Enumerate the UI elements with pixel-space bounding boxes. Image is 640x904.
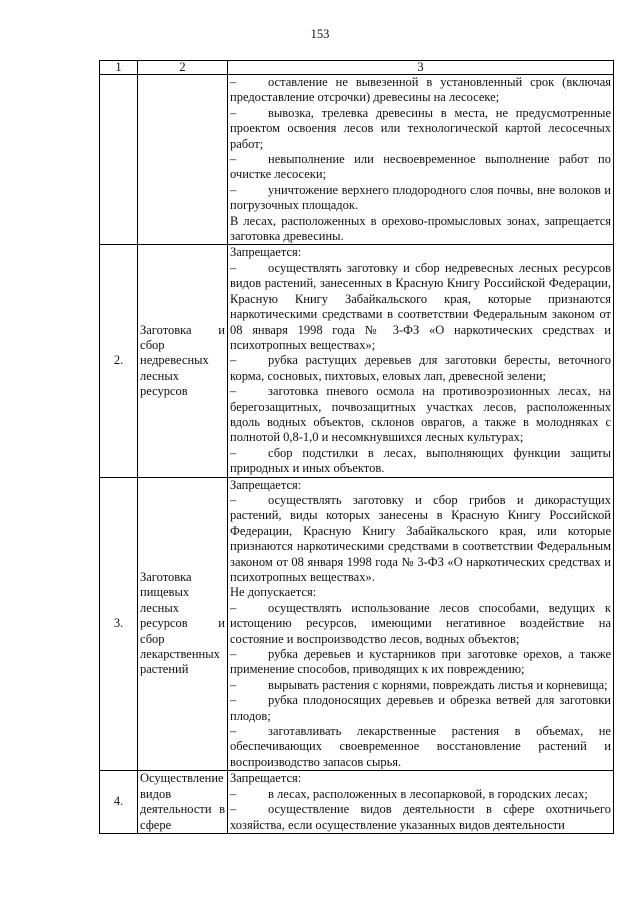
table-header-row: [100, 61, 614, 75]
restriction-item: – заготавливать лекарственные растения в объемах, не обеспечивающих своевременное восстановление растений и воспроизводство запасов сырья.: [230, 724, 611, 769]
restriction-heading: Запрещается:: [230, 477, 302, 492]
row-restrictions: [228, 75, 614, 245]
restriction-item: – рубка деревьев и кустарников при заготовке орехов, а также применение способов, приводящих к их повреждению;: [230, 647, 611, 677]
row-activity-name: [138, 75, 228, 245]
restriction-item: – осуществлять использование лесов способами, ведущих к истощению ресурсов, имеющими негативное воздействие на состояние и воспроизводство лесов, водных объектов;: [230, 600, 611, 646]
restriction-item: – в лесах, расположенных в лесопарковой, в городских лесах;: [230, 786, 588, 801]
restriction-heading: Запрещается:: [230, 771, 302, 786]
table-row: [100, 245, 614, 477]
restriction-item: – осуществлять заготовку и сбор грибов и дикорастущих растений, виды которых занесены в Красную Книгу Российской Федерации, Красную Книгу Забайкальского края, или которые признаются наркотическими средствами в соответствии Федеральным законом от 08 января 1998 года № 3-ФЗ «О наркотических средствах и психотропных веществах».: [230, 492, 611, 584]
restriction-item: – невыполнение или несвоевременное выполнение работ по очистке лесосеки;: [230, 152, 611, 182]
row-restrictions: [228, 477, 614, 771]
table-row: [100, 75, 614, 245]
row-restrictions: [228, 771, 614, 834]
restriction-item: – рубка растущих деревьев для заготовки бересты, веточного корма, сосновых, пихтовых, еловых лап, древесной зелени;: [230, 353, 611, 383]
header-col-2: 2: [138, 61, 228, 75]
restriction-heading: Запрещается:: [230, 245, 302, 260]
row-activity-name: Заготовка пищевых лесных ресурсов и сбор лекарственных растений: [138, 477, 228, 771]
regulation-table: [99, 60, 614, 834]
restriction-item: – уничтожение верхнего плодородного слоя почвы, вне волоков и погрузочных площадок.: [230, 182, 611, 213]
restriction-note: В лесах, расположенных в орехово-промысловых зонах, запрещается заготовка древесины.: [230, 213, 611, 244]
row-number: [100, 75, 138, 245]
restriction-item: – вырывать растения с корнями, повреждать листья и корневища;: [230, 677, 608, 692]
restriction-item: – оставление не вывезенной в установленный срок (включая предоставление отсрочки) древесины на лесосеке;: [230, 75, 611, 105]
page-number: 153: [310, 27, 330, 41]
restriction-item: – осуществлять заготовку и сбор недревесных лесных ресурсов видов растений, занесенных в Красную Книгу Российской Федерации, Красную Книгу Забайкальского края, которые признаются наркотическими средствами в соответствии Федеральным законом от 08 января 1998 года № 3-ФЗ «О наркотических средствах и психотропных веществах»;: [230, 260, 611, 352]
row-activity-name: Заготовка и сбор недревесных лесных ресурсов: [138, 245, 228, 477]
row-number: 3.: [100, 477, 138, 771]
restriction-item: – заготовка пневого осмола на противоэрозионных лесах, на берегозащитных, почвозащитных участках лесов, расположенных вдоль водных объектов, склонов оврагов, а также в молодняках с полнотой 0,8-1,0 и несомкнувшихся лесных культурах;: [230, 384, 611, 445]
table-row: [100, 477, 614, 771]
row-restrictions: [228, 245, 614, 477]
row-number: 4.: [100, 771, 138, 834]
restriction-heading: Не допускается:: [230, 585, 317, 600]
restriction-item: – вывозка, трелевка древесины в места, не предусмотренные проектом освоения лесов или технологической картой лесосечных работ;: [230, 105, 611, 151]
restriction-item: – сбор подстилки в лесах, выполняющих функции защиты природных и иных объектов.: [230, 445, 611, 476]
header-col-1: 1: [100, 61, 138, 75]
restriction-item: – осуществление видов деятельности в сфере охотничьего хозяйства, если осуществление указанных видов деятельности: [230, 802, 611, 832]
row-number: 2.: [100, 245, 138, 477]
header-col-3: 3: [228, 61, 614, 75]
restriction-item: – рубка плодоносящих деревьев и обрезка ветвей для заготовки плодов;: [230, 693, 611, 723]
row-activity-name: Осуществление видов деятельности в сфере: [138, 771, 228, 834]
table-row: [100, 771, 614, 834]
